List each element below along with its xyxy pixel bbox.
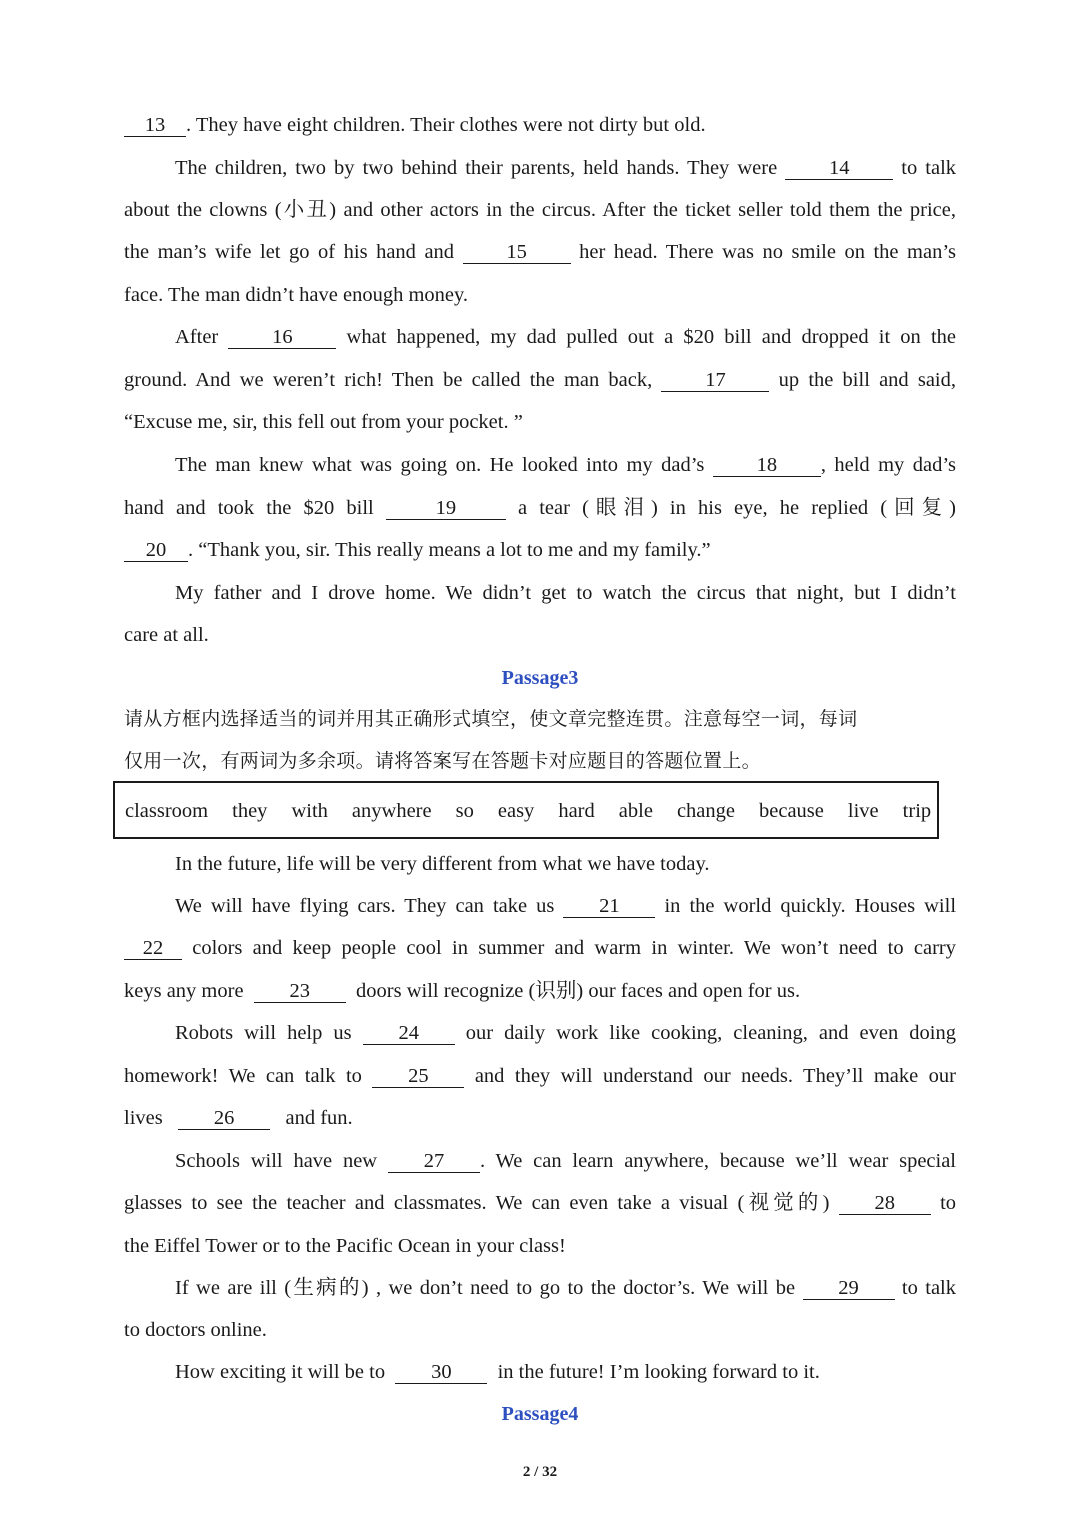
word-bank-item: able bbox=[618, 800, 653, 822]
text-line: In the future, life will be very different from what we have today. bbox=[175, 853, 710, 875]
word-bank-item: because bbox=[759, 800, 824, 822]
line-text: to bbox=[940, 1192, 957, 1214]
line-text: We will have flying cars. They can take us bbox=[175, 895, 555, 917]
line-text: to talk bbox=[901, 157, 957, 179]
text-line bbox=[175, 892, 956, 920]
line-text: keys any more bbox=[124, 980, 244, 1002]
answer-blank[interactable]: 20 bbox=[124, 539, 188, 562]
text-line: My father and I drove home. We didn’t get to watch the circus that night, but I didn’t bbox=[175, 582, 956, 604]
line-text: The man knew what was going on. He looked into my dad’s bbox=[175, 454, 705, 476]
word-bank-item: anywhere bbox=[351, 800, 432, 822]
answer-blank[interactable]: 21 bbox=[563, 895, 655, 918]
answer-blank[interactable]: 17 bbox=[661, 369, 769, 392]
word-bank bbox=[125, 799, 931, 823]
line-text: in the future! I’m looking forward to it. bbox=[497, 1361, 820, 1383]
line-text: hand and took the $20 bill bbox=[124, 497, 374, 519]
text-line bbox=[124, 977, 956, 1005]
answer-blank[interactable]: 15 bbox=[463, 241, 571, 264]
text-line bbox=[124, 1189, 956, 1217]
text-line: care at all. bbox=[124, 624, 209, 646]
text-line bbox=[175, 1019, 956, 1047]
text-line bbox=[175, 323, 956, 351]
text-line: about the clowns (小丑) and other actors in the circus. After the ticket seller told them the price, bbox=[124, 199, 956, 221]
answer-blank[interactable]: 28 bbox=[839, 1192, 931, 1215]
line-text: and fun. bbox=[285, 1107, 353, 1129]
page-number: 2 / 32 bbox=[522, 1464, 558, 1480]
answer-blank[interactable]: 25 bbox=[372, 1065, 464, 1088]
line-text: what happened, my dad pulled out a $20 bill and dropped it on the bbox=[346, 326, 956, 348]
line-text: Schools will have new bbox=[175, 1150, 378, 1172]
text-line: the Eiffel Tower or to the Pacific Ocean in your class! bbox=[124, 1235, 566, 1257]
text-line bbox=[175, 1147, 956, 1175]
line-text: If we are ill (生病的) , we don’t need to go to the doctor’s. We will be bbox=[175, 1277, 796, 1299]
word-bank-item: trip bbox=[902, 800, 932, 822]
text-line bbox=[124, 536, 956, 564]
line-text: up the bill and said, bbox=[778, 369, 957, 391]
word-bank-item: so bbox=[455, 800, 474, 822]
instruction-line: 请从方框内选择适当的词并用其正确形式填空，使文章完整连贯。注意每空一词，每词 bbox=[124, 708, 858, 730]
line-text: After bbox=[175, 326, 219, 348]
line-text: homework! We can talk to bbox=[124, 1065, 362, 1087]
passage-title: Passage3 bbox=[501, 667, 579, 689]
instruction-line: 仅用一次，有两词为多余项。请将答案写在答题卡对应题目的答题位置上。 bbox=[124, 750, 761, 772]
word-bank-item: live bbox=[847, 800, 879, 822]
word-bank-item: they bbox=[232, 800, 268, 822]
text-line: “Excuse me, sir, this fell out from your pocket. ” bbox=[124, 411, 523, 433]
line-text: . They have eight children. Their clothes were not dirty but old. bbox=[186, 114, 706, 136]
word-bank-item: easy bbox=[497, 800, 535, 822]
answer-blank[interactable]: 22 bbox=[124, 937, 182, 960]
answer-blank[interactable]: 18 bbox=[713, 454, 821, 477]
text-line bbox=[175, 1358, 956, 1386]
answer-blank[interactable]: 14 bbox=[785, 157, 893, 180]
answer-blank[interactable]: 24 bbox=[363, 1022, 455, 1045]
line-text: glasses to see the teacher and classmates. We can even take a visual (视觉的) bbox=[124, 1192, 830, 1214]
answer-blank[interactable]: 30 bbox=[395, 1361, 487, 1384]
word-bank-box bbox=[113, 781, 939, 839]
text-line bbox=[175, 451, 956, 479]
line-text: to talk bbox=[901, 1277, 956, 1299]
passage-title: Passage4 bbox=[501, 1403, 579, 1425]
text-line bbox=[124, 366, 956, 394]
answer-blank[interactable]: 16 bbox=[228, 326, 336, 349]
line-text: ground. And we weren’t rich! Then be called the man back, bbox=[124, 369, 653, 391]
line-text: How exciting it will be to bbox=[175, 1361, 386, 1383]
text-line: face. The man didn’t have enough money. bbox=[124, 284, 469, 306]
line-text: and they will understand our needs. They’ll make our bbox=[474, 1065, 957, 1087]
answer-blank[interactable]: 23 bbox=[254, 980, 346, 1003]
text-line bbox=[124, 494, 956, 522]
line-text: , held my dad’s bbox=[820, 454, 956, 476]
answer-blank[interactable]: 27 bbox=[388, 1150, 480, 1173]
answer-blank[interactable]: 19 bbox=[386, 497, 506, 520]
text-line bbox=[124, 1104, 956, 1132]
line-text: The children, two by two behind their parents, held hands. They were bbox=[175, 157, 778, 179]
answer-blank[interactable]: 29 bbox=[803, 1277, 895, 1300]
answer-blank[interactable]: 13 bbox=[124, 114, 186, 137]
text-line bbox=[124, 238, 956, 266]
line-text: our daily work like cooking, cleaning, and even doing bbox=[465, 1022, 956, 1044]
line-text: in the world quickly. Houses will bbox=[664, 895, 957, 917]
line-text: her head. There was no smile on the man’s bbox=[579, 241, 957, 263]
line-text: lives bbox=[124, 1107, 163, 1129]
word-bank-item: change bbox=[676, 800, 735, 822]
line-text: doors will recognize (识别) our faces and open for us. bbox=[356, 980, 801, 1002]
word-bank-item: classroom bbox=[125, 800, 209, 822]
word-bank-item: hard bbox=[558, 800, 595, 822]
line-text: colors and keep people cool in summer and warm in winter. We won’t need to carry bbox=[192, 937, 957, 959]
answer-blank[interactable]: 26 bbox=[178, 1107, 270, 1130]
text-line: to doctors online. bbox=[124, 1319, 267, 1341]
line-text: . “Thank you, sir. This really means a lot to me and my family.” bbox=[188, 539, 711, 561]
text-line bbox=[175, 154, 956, 182]
text-line bbox=[124, 111, 956, 139]
line-text: . We can learn anywhere, because we’ll wear special bbox=[479, 1150, 957, 1172]
text-line bbox=[175, 1274, 956, 1302]
line-text: the man’s wife let go of his hand and bbox=[124, 241, 455, 263]
line-text: a tear (眼泪) in his eye, he replied (回复) bbox=[518, 497, 956, 519]
text-line bbox=[124, 1062, 956, 1090]
text-line bbox=[124, 934, 956, 962]
line-text: Robots will help us bbox=[175, 1022, 352, 1044]
word-bank-item: with bbox=[291, 800, 328, 822]
